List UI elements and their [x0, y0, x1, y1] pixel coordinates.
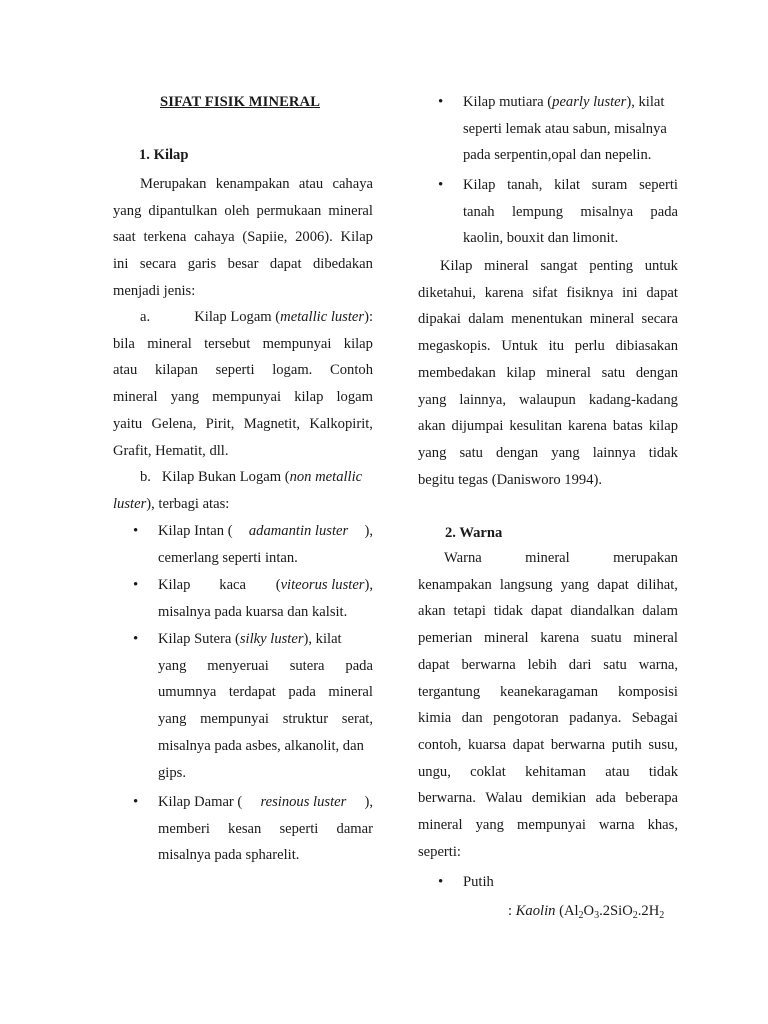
- warna-line: contoh, kuarsa dapat berwarna putih susu,: [418, 736, 678, 753]
- bullet-line: misalnya pada asbes, alkanolit, dan: [158, 737, 364, 754]
- bullet-kilap-damar: [133, 789, 373, 869]
- intro-line: yang dipantulkan oleh permukaan mineral: [113, 202, 373, 219]
- bullet-line: memberi kesan seperti damar: [158, 820, 373, 837]
- bullet-dot-icon: [133, 572, 153, 599]
- warna-line: tergantung keanekaragaman komposisi: [418, 683, 678, 700]
- para-line: Kilap mineral sangat penting untuk: [440, 258, 678, 274]
- intro-line: menjadi jenis:: [113, 282, 196, 299]
- warna-line: ungu, coklat kehitaman atau tidak: [418, 763, 678, 780]
- bullet-dot-icon: [438, 172, 458, 199]
- para-line: yang lainnya, walaupun kadang-kadang: [418, 391, 678, 408]
- warna-line: kimia dan pengotoran padanya. Sebagai: [418, 710, 678, 727]
- bullet-first-line: Kilap tanah, kilat suram seperti: [463, 177, 678, 193]
- section-warna-heading: 2. Warna: [445, 525, 503, 541]
- bullet-line: kaolin, bouxit dan limonit.: [463, 230, 619, 247]
- bullet-dot-icon: [438, 89, 458, 116]
- bullet-line: misalnya pada spharelit.: [158, 847, 300, 864]
- bullet-line: yang menyeruai sutera pada: [158, 657, 373, 674]
- intro-line: saat terkena cahaya (Sapiie, 2006). Kilap: [113, 229, 373, 246]
- logam-line: yaitu Gelena, Pirit, Magnetit, Kalkopirit,: [113, 415, 373, 432]
- bullet-line: Putih: [463, 874, 494, 890]
- bullet-first-line: Kilap mutiara (pearly luster), kilat: [463, 94, 665, 110]
- para-line: akan dijumpai kesulitan karena batas kilap: [418, 418, 678, 435]
- bullet-kilap-mutiara: [438, 89, 678, 169]
- warna-line: akan tetapi tidak dapat diandalkan dalam: [418, 603, 678, 620]
- para-line: megaskopis. Untuk itu perlu dibiasakan: [418, 338, 678, 355]
- bullet-dot-icon: [133, 518, 153, 545]
- bullet-kilap-intan: [133, 518, 373, 571]
- bukan-logam-label-line: b. Kilap Bukan Logam (non metallic: [140, 469, 363, 485]
- warna-line: dapat berwarna lebih dari satu warna,: [418, 656, 678, 673]
- kilap-importance-paragraph: [418, 253, 678, 493]
- bullet-line: umumnya terdapat pada mineral: [158, 684, 373, 701]
- bullet-line: misalnya pada kuarsa dan kalsit.: [158, 603, 348, 620]
- bullet-line: gips.: [158, 764, 186, 781]
- kilap-logam-title: Kilap Logam (metallic luster):: [194, 309, 373, 325]
- warna-line: kenampakan langsung yang dapat dilihat,: [418, 576, 678, 593]
- item-label-b: b.: [140, 469, 151, 485]
- logam-line: bila mineral tersebut mempunyai kilap: [113, 335, 373, 352]
- bukan-logam-line: luster), terbagi atas:: [113, 495, 230, 512]
- bullet-dot-icon: [133, 789, 153, 816]
- warna-line: mineral yang mempunyai warna khas,: [418, 817, 678, 834]
- para-line: membedakan kilap mineral satu dengan: [418, 364, 678, 381]
- bullet-line: tanah lempung misalnya pada: [463, 203, 678, 220]
- intro-line: ini secara garis besar dapat dibedakan: [113, 256, 373, 273]
- para-line: yang satu dengan yang lainnya tidak: [418, 444, 678, 461]
- bullet-putih: [438, 869, 678, 896]
- bullet-line: cemerlang seperti intan.: [158, 549, 298, 566]
- bullet-first-line: Kilap Damar ( resinous luster ),: [158, 794, 373, 810]
- kilap-logam-label-line: [113, 304, 373, 331]
- bullet-first-line: Kilap Sutera (silky luster), kilat: [158, 631, 342, 647]
- intro-line: Merupakan kenampakan atau cahaya: [140, 176, 373, 192]
- warna-first-line: Warna mineral merupakan: [444, 550, 678, 566]
- kilap-bukan-logam-item: [113, 464, 373, 517]
- warna-line: seperti:: [418, 843, 461, 860]
- bullet-kilap-sutera: [133, 626, 373, 786]
- para-line: dipakai dalam menentukan mineral secara: [418, 311, 678, 328]
- kilap-intro-paragraph: [113, 171, 373, 305]
- bullet-dot-icon: [133, 626, 153, 653]
- bullet-first-line: Kilap kaca (viteorus luster),: [158, 577, 373, 593]
- bullet-first-line: Kilap Intan ( adamantin luster ),: [158, 523, 373, 539]
- warna-line: pemerian mineral karena suatu mineral: [418, 630, 678, 647]
- section-kilap-heading: 1. Kilap: [139, 147, 189, 163]
- item-label-a: a.: [140, 309, 151, 325]
- kilap-logam-item: [113, 304, 373, 464]
- bullet-dot-icon: [438, 869, 458, 896]
- logam-line: mineral yang mempunyai kilap logam: [113, 389, 373, 406]
- bullet-line: pada serpentin,opal dan nepelin.: [463, 147, 652, 164]
- para-line: begitu tegas (Danisworo 1994).: [418, 471, 603, 488]
- page-title: SIFAT FISIK MINERAL: [160, 94, 321, 110]
- warna-paragraph: [418, 545, 678, 865]
- logam-line: Grafit, Hematit, dll.: [113, 442, 229, 459]
- bullet-kilap-kaca: [133, 572, 373, 625]
- logam-line: atau kilapan seperti logam. Contoh: [113, 362, 373, 379]
- kaolin-formula: : Kaolin ($Al_2O_3.2SiO_2.2H_2$: [508, 903, 665, 921]
- bullet-line: yang mempunyai struktur serat,: [158, 711, 373, 728]
- bullet-line: seperti lemak atau sabun, misalnya: [463, 120, 667, 137]
- bullet-kilap-tanah: [438, 172, 678, 252]
- warna-line: berwarna. Walau demikian ada beberapa: [418, 790, 678, 807]
- para-line: diketahui, karena sifat fisiknya ini dapat: [418, 284, 678, 301]
